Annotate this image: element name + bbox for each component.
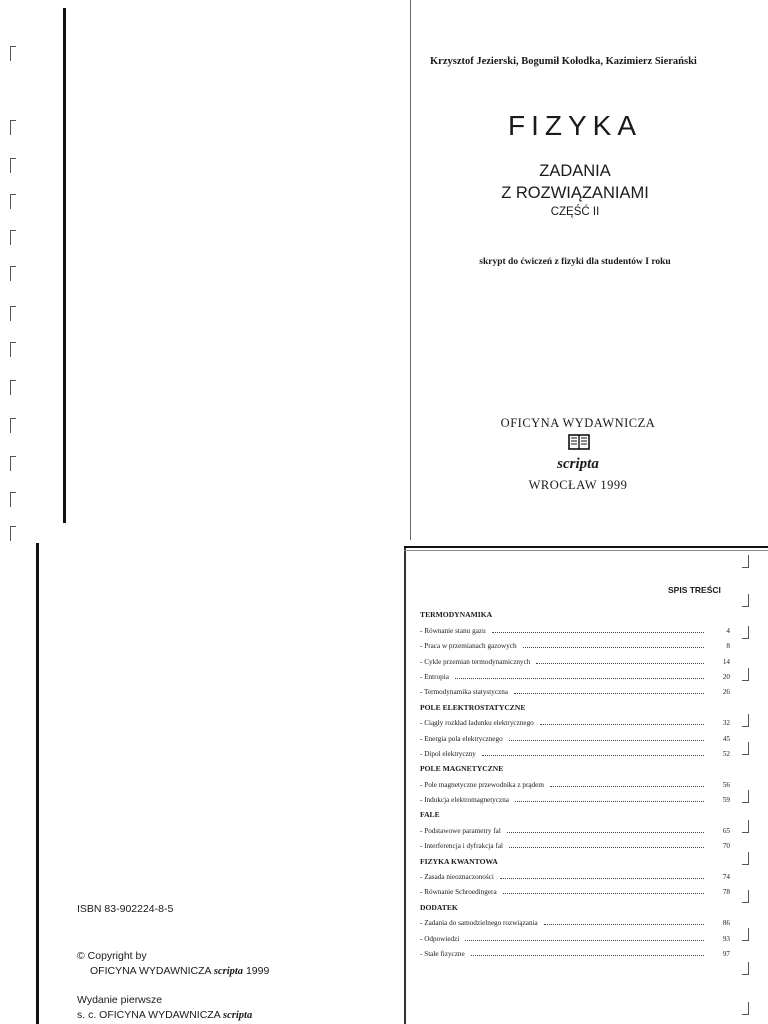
toc-leader-dots (465, 940, 704, 941)
toc-page-number: 74 (722, 873, 730, 882)
toc-page-number: 14 (722, 657, 730, 666)
toc-entry (420, 650, 730, 665)
book-title: FIZYKA (507, 110, 642, 141)
toc-page-number: 56 (722, 780, 730, 789)
toc-entry (420, 773, 730, 788)
toc-page-number: 20 (722, 672, 730, 681)
open-book-icon (568, 434, 590, 450)
toc-page-number: 4 (726, 626, 730, 635)
toc-page-number: 52 (722, 749, 730, 758)
table-of-contents (420, 604, 730, 958)
toc-leader-dots (482, 755, 704, 756)
toc-entry-label: - Termodynamika statystyczna (420, 688, 508, 697)
toc-leader-dots (544, 924, 704, 925)
toc-entry (420, 789, 730, 804)
toc-leader-dots (492, 632, 704, 633)
toc-leader-dots (515, 801, 704, 802)
toc-page-top-shadow (404, 550, 768, 551)
toc-leader-dots (503, 893, 704, 894)
copyright-line-2 (90, 965, 269, 977)
toc-page-number: 78 (722, 888, 730, 897)
subtitle-line-1: ZADANIA (539, 162, 611, 180)
toc-entry-label: - Odpowiedzi (420, 934, 460, 943)
toc-page-top-edge (404, 546, 768, 548)
toc-leader-dots (507, 832, 704, 833)
center-fold-line-lower (404, 548, 406, 1024)
toc-leader-dots (536, 663, 704, 664)
isbn: ISBN 83-902224-8-5 (77, 903, 174, 915)
toc-entry (420, 619, 730, 634)
toc-entry (420, 819, 730, 834)
publisher-logo-word: scripta (557, 456, 599, 472)
toc-entry (420, 912, 730, 927)
toc-leader-dots (523, 647, 704, 648)
toc-leader-dots (509, 740, 704, 741)
toc-entry-label: - Indukcja elektromagnetyczna (420, 796, 510, 805)
city-year: WROCŁAW 1999 (528, 478, 628, 492)
toc-leader-dots (500, 878, 704, 879)
copyright-publisher: OFICYNA WYDAWNICZA (90, 965, 211, 977)
toc-leader-dots (455, 678, 704, 679)
copyright-year: 1999 (245, 965, 270, 977)
toc-leader-dots (471, 955, 704, 956)
book-subtitle (410, 160, 740, 204)
toc-section (420, 804, 730, 819)
toc-entry-label: - Interferencja i dyfrakcja fal (420, 842, 504, 851)
toc-entry (420, 835, 730, 850)
toc-section-title: POLE ELEKTROSTATYCZNE (420, 702, 526, 712)
book-description: skrypt do ćwiczeń z fizyki dla studentów I roku (479, 257, 671, 267)
copyright-logo: scripta (213, 966, 244, 977)
toc-page-number: 59 (722, 796, 730, 805)
edition-logo: scripta (223, 1010, 253, 1021)
toc-entry-label: - Zasada nieoznaczoności (420, 873, 494, 882)
toc-leader-dots (550, 786, 704, 787)
toc-leader-dots (514, 693, 704, 694)
toc-section-title: DODATEK (420, 902, 458, 912)
copyright-line-1: © Copyright by (77, 950, 147, 962)
toc-leader-dots (540, 724, 704, 725)
toc-section-title: FIZYKA KWANTOWA (420, 856, 498, 866)
toc-page-number: 86 (722, 919, 730, 928)
toc-heading: SPIS TREŚCI (668, 585, 721, 595)
toc-entry (420, 743, 730, 758)
toc-entry-label: - Zadania do samodzielnego rozwiązania (420, 919, 538, 928)
edition-line-1: Wydanie pierwsze (77, 994, 163, 1006)
edition-line-2 (77, 1009, 252, 1021)
toc-page-number: 93 (722, 934, 730, 943)
toc-entry-label: - Podstawowe parametry fal (420, 826, 501, 835)
toc-entry (420, 727, 730, 742)
toc-entry-label: - Pole magnetyczne przewodnika z prądem (420, 780, 544, 789)
edition-publisher: s. c. OFICYNA WYDAWNICZA (77, 1009, 221, 1021)
toc-page-number: 26 (722, 688, 730, 697)
toc-entry-label: - Entropia (420, 672, 449, 681)
toc-page-number: 32 (722, 719, 730, 728)
toc-entry (420, 943, 730, 958)
toc-page-number: 70 (722, 842, 730, 851)
toc-page-number: 45 (722, 734, 730, 743)
toc-section (420, 896, 730, 911)
toc-section-title: TERMODYNAMIKA (420, 610, 493, 620)
toc-section-title: FALE (420, 810, 440, 820)
toc-entry-label: - Cykle przemian termodynamicznych (420, 657, 531, 666)
toc-section (420, 604, 730, 619)
toc-entry (420, 866, 730, 881)
toc-leader-dots (509, 847, 704, 848)
left-page-binding-line (63, 8, 66, 523)
publisher-name: OFICYNA WYDAWNICZA (500, 416, 656, 430)
toc-entry (420, 927, 730, 942)
toc-entry (420, 635, 730, 650)
toc-entry (420, 712, 730, 727)
toc-section (420, 696, 730, 711)
toc-section-title: POLE MAGNETYCZNE (420, 764, 504, 774)
toc-entry-label: - Równanie stanu gazu (420, 626, 486, 635)
subtitle-line-2: Z ROZWIĄZANIAMI (501, 184, 649, 202)
toc-section (420, 758, 730, 773)
authors: Krzysztof Jezierski, Bogumił Kołodka, Kazimierz Sierański (430, 56, 697, 67)
toc-entry-label: - Stałe fizyczne (420, 949, 465, 958)
toc-page-number: 8 (726, 642, 730, 651)
left-page-binding-line-lower (36, 543, 39, 1024)
toc-entry (420, 666, 730, 681)
toc-page-number: 65 (722, 826, 730, 835)
toc-entry-label: - Praca w przemianach gazowych (420, 642, 517, 651)
toc-entry (420, 681, 730, 696)
toc-section (420, 850, 730, 865)
toc-entry-label: - Ciągły rozkład ładunku elektrycznego (420, 719, 534, 728)
toc-page-number: 97 (722, 949, 730, 958)
book-part: CZĘŚĆ II (550, 206, 600, 218)
toc-entry-label: - Energia pola elektrycznego (420, 734, 503, 743)
toc-entry-label: - Równanie Schroedingera (420, 888, 497, 897)
toc-entry-label: - Dipol elektryczny (420, 749, 476, 758)
toc-entry (420, 881, 730, 896)
